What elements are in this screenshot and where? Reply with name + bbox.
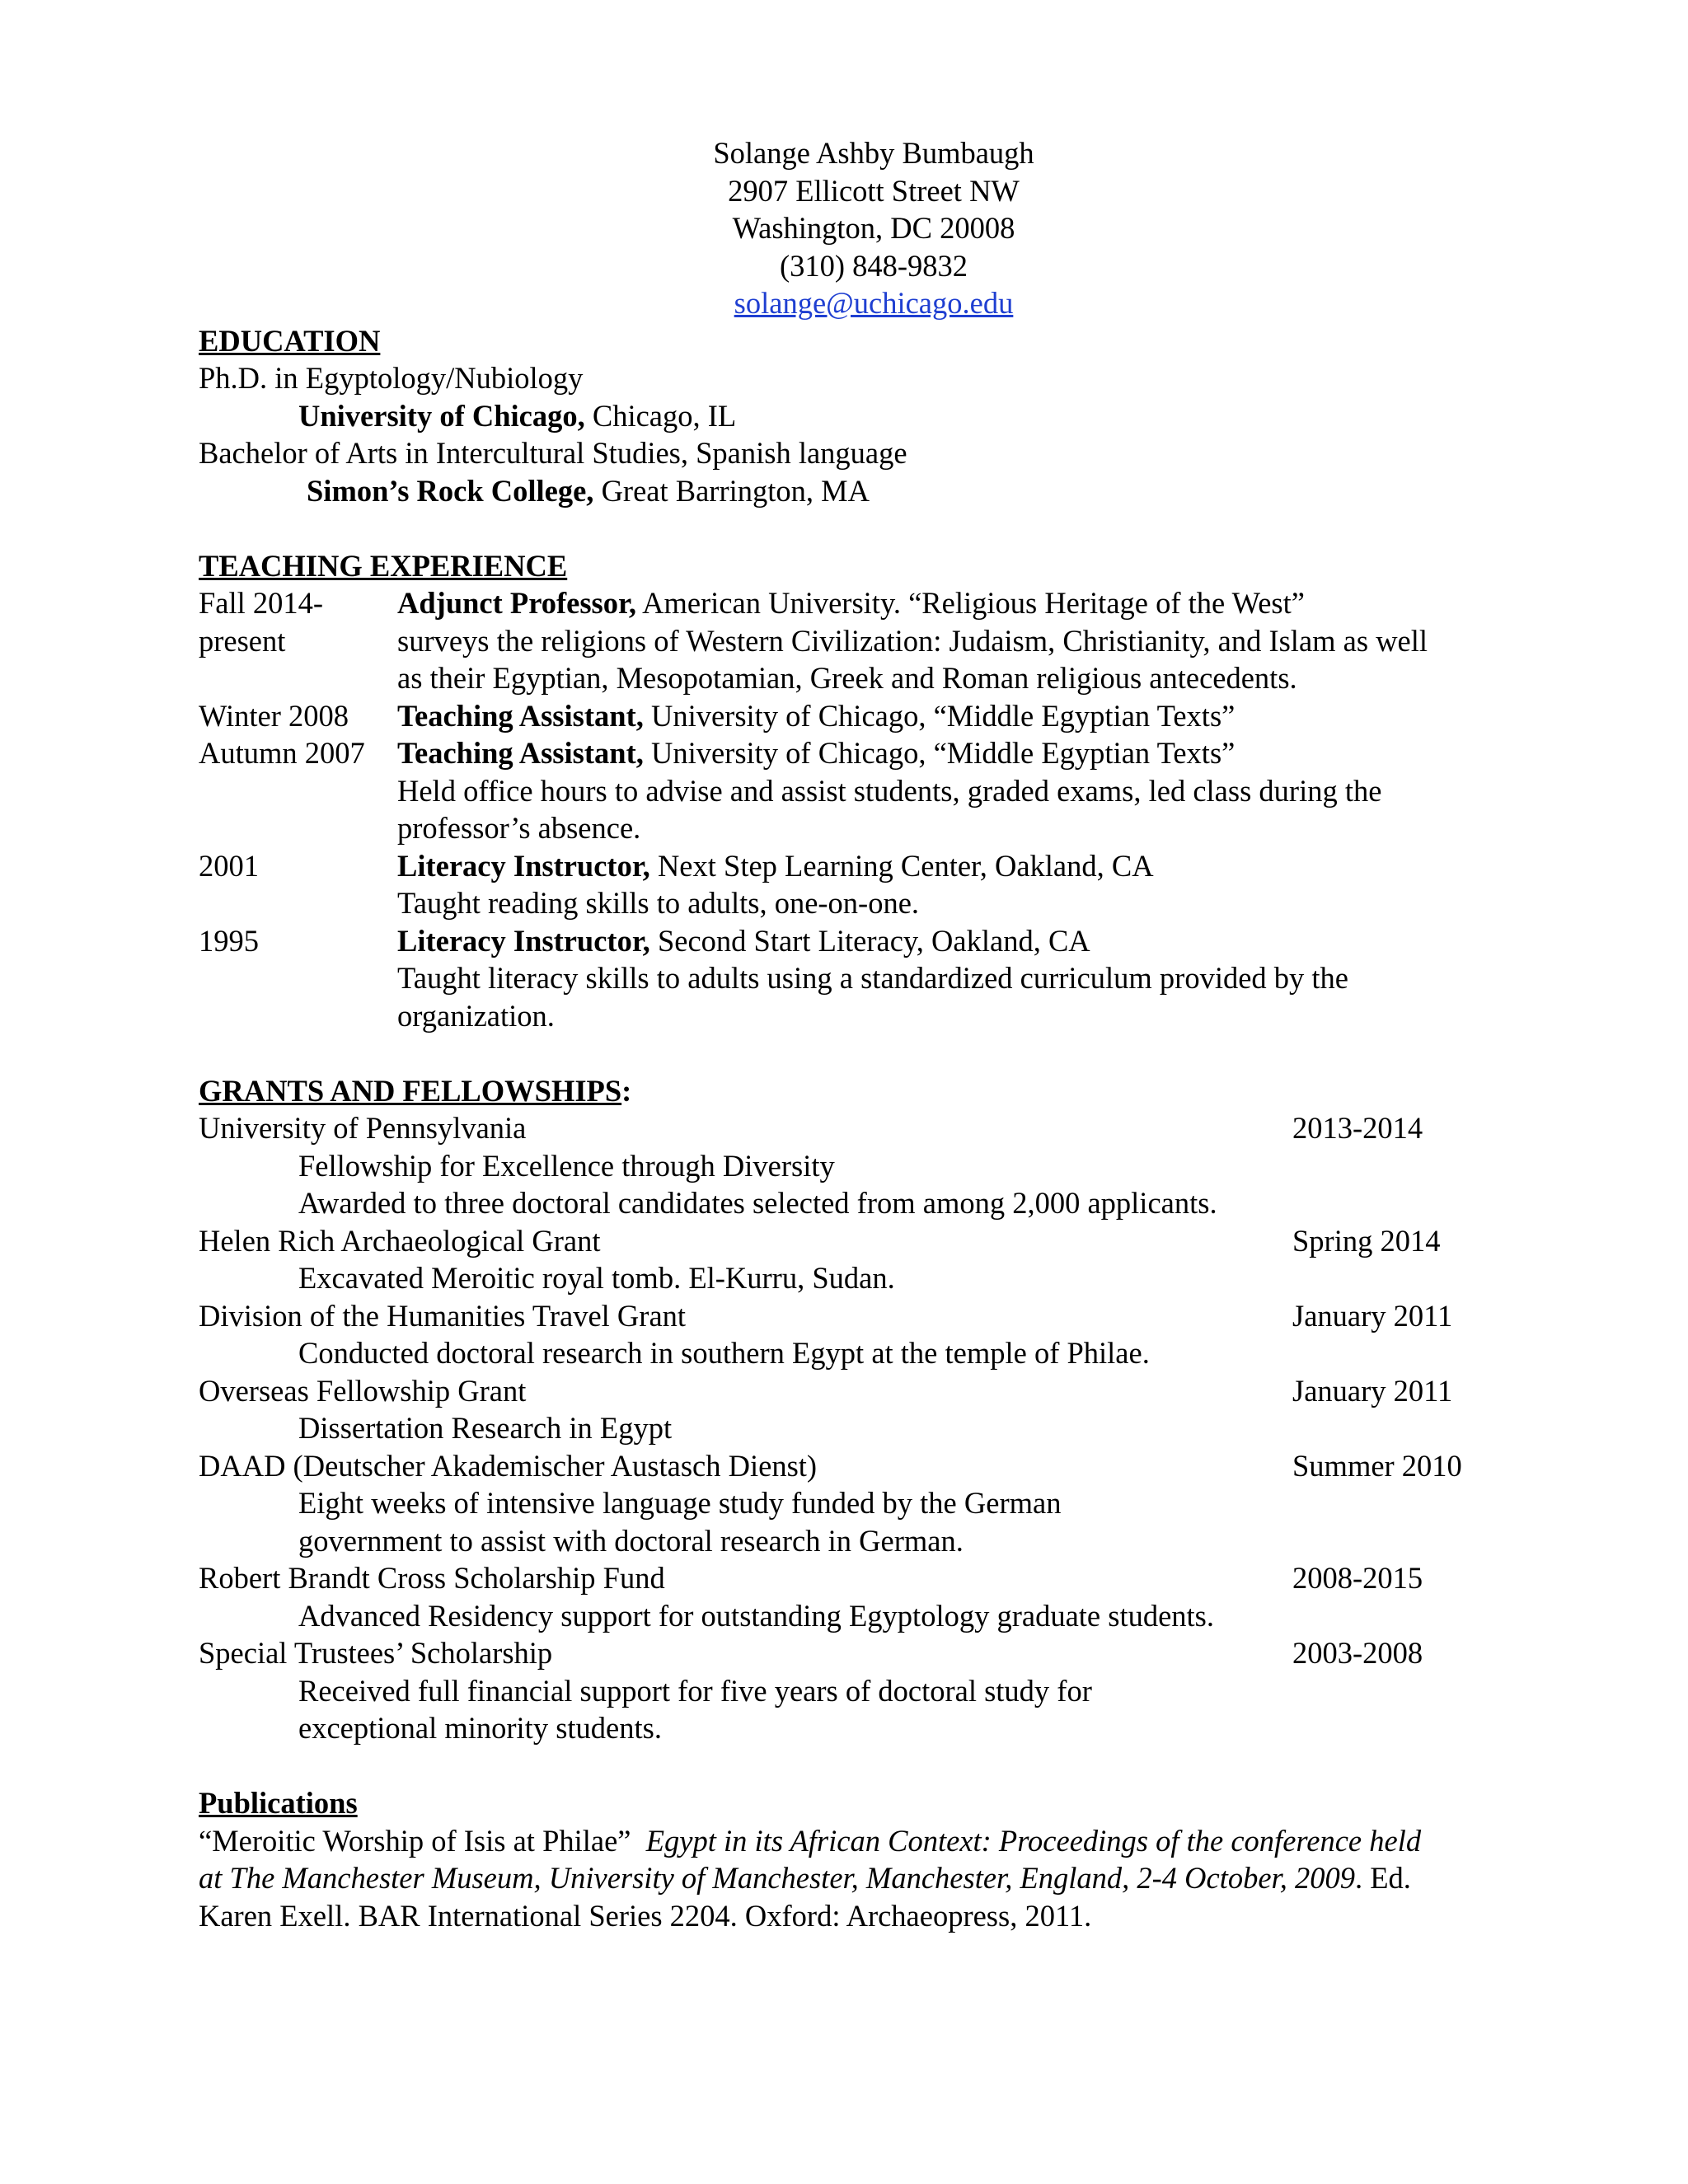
- education-section: [199, 322, 1550, 510]
- teaching-date: 2001: [199, 848, 259, 883]
- grant-desc: Dissertation Research in Egypt: [298, 1411, 673, 1445]
- grant-desc: Conducted doctoral research in southern Egypt at the temple of Philae.: [298, 1336, 1150, 1370]
- grant-name: DAAD (Deutscher Akademischer Austasch Dienst): [199, 1448, 818, 1483]
- teaching-institution: University of Chicago, “Middle Egyptian Texts”: [643, 698, 1236, 733]
- teaching-desc: surveys the religions of Western Civilization: Judaism, Christianity, and Islam as well: [397, 623, 1428, 658]
- grant-name: Overseas Fellowship Grant: [199, 1373, 527, 1408]
- grant-name: Robert Brandt Cross Scholarship Fund: [199, 1561, 665, 1595]
- publication-title: “Meroitic Worship of Isis at Philae”: [199, 1823, 631, 1858]
- teaching-entry: [199, 697, 1550, 735]
- grant-date: 2003-2008: [1292, 1636, 1423, 1670]
- author-name: Solange Ashby Bumbaugh: [713, 136, 1034, 170]
- teaching-institution: American University. “Religious Heritage of the West”: [635, 586, 1305, 620]
- grant-date: 2013-2014: [1292, 1111, 1423, 1145]
- teaching-desc: as their Egyptian, Mesopotamian, Greek and Roman religious antecedents.: [397, 661, 1297, 695]
- publication-line: [199, 1822, 1550, 1860]
- grant-name: University of Pennsylvania: [199, 1111, 527, 1145]
- grant-desc: government to assist with doctoral research in German.: [298, 1523, 964, 1558]
- teaching-date: Autumn 2007: [199, 736, 365, 770]
- teaching-desc: organization.: [397, 998, 555, 1033]
- grants-heading: GRANTS AND FELLOWSHIPS: [199, 1073, 622, 1108]
- teaching-date-line: Fall 2014-: [199, 586, 324, 620]
- ba-degree: Bachelor of Arts in Intercultural Studies, Spanish language: [199, 436, 907, 470]
- teaching-entry: [199, 922, 1550, 1035]
- teaching-institution: Next Step Learning Center, Oakland, CA: [649, 848, 1154, 883]
- teaching-desc: professor’s absence.: [397, 811, 641, 845]
- grant-desc: Received full financial support for five years of doctoral study for: [298, 1673, 1092, 1708]
- grant-desc: Eight weeks of intensive language study funded by the German: [298, 1486, 1062, 1520]
- grant-date: January 2011: [1292, 1373, 1453, 1408]
- phone-number: (310) 848-9832: [779, 248, 968, 283]
- teaching-details: [397, 922, 1550, 1035]
- teaching-details: [397, 584, 1550, 697]
- email-link[interactable]: solange@uchicago.edu: [734, 286, 1014, 320]
- teaching-date: [199, 584, 397, 697]
- grant-desc: Excavated Meroitic royal tomb. El-Kurru, Sudan.: [298, 1261, 895, 1295]
- publication-venue: at The Manchester Museum, University of Manchester, Manchester, England, 2-4 October, 2009: [199, 1861, 1355, 1895]
- grant-item: [199, 1447, 1550, 1560]
- publication-line: [199, 1859, 1550, 1897]
- teaching-entry: [199, 584, 1550, 697]
- ba-place: Great Barrington, MA: [593, 473, 870, 508]
- teaching-desc: Held office hours to advise and assist students, graded exams, led class during the: [397, 773, 1382, 808]
- spacer: [199, 509, 1550, 547]
- phd-place: Chicago, IL: [584, 398, 737, 433]
- teaching-role: Teaching Assistant,: [397, 736, 644, 770]
- teaching-heading: TEACHING EXPERIENCE: [199, 548, 568, 583]
- grant-item: [199, 1297, 1550, 1372]
- teaching-institution: Second Start Literacy, Oakland, CA: [649, 923, 1090, 958]
- grant-item: [199, 1109, 1550, 1222]
- teaching-desc: Taught reading skills to adults, one-on-one.: [397, 886, 920, 920]
- grant-date: Spring 2014: [1292, 1223, 1441, 1258]
- grant-desc: exceptional minority students.: [298, 1711, 662, 1745]
- grant-desc: Fellowship for Excellence through Diversity: [298, 1148, 835, 1183]
- ba-institution: [199, 472, 1550, 510]
- publication-line: Karen Exell. BAR International Series 2204. Oxford: Archaeopress, 2011.: [199, 1898, 1092, 1933]
- grant-name: Division of the Humanities Travel Grant: [199, 1298, 687, 1333]
- cv-page: [199, 134, 1550, 1934]
- teaching-entry: [199, 847, 1550, 922]
- grant-date: January 2011: [1292, 1298, 1453, 1333]
- education-heading: EDUCATION: [199, 323, 381, 358]
- grant-date: Summer 2010: [1292, 1448, 1462, 1483]
- street-address: 2907 Ellicott Street NW: [728, 173, 1020, 208]
- teaching-role: Teaching Assistant,: [397, 698, 644, 733]
- teaching-role: Literacy Instructor,: [397, 848, 650, 883]
- phd-degree: Ph.D. in Egyptology/Nubiology: [199, 361, 584, 395]
- teaching-date: Winter 2008: [199, 698, 349, 733]
- grant-desc: Advanced Residency support for outstanding Egyptology graduate students.: [298, 1598, 1215, 1633]
- teaching-date-line: present: [199, 623, 286, 658]
- grant-desc: Awarded to three doctoral candidates selected from among 2,000 applicants.: [298, 1186, 1217, 1220]
- teaching-role: Adjunct Professor,: [397, 586, 636, 620]
- grant-item: [199, 1372, 1550, 1447]
- teaching-entry: [199, 734, 1550, 847]
- teaching-details: [397, 847, 1550, 922]
- teaching-details: [397, 697, 1550, 735]
- spacer: [199, 1747, 1550, 1785]
- city-state-zip: Washington, DC 20008: [732, 211, 1015, 245]
- grant-name: Helen Rich Archaeological Grant: [199, 1223, 601, 1258]
- grant-item: [199, 1222, 1550, 1297]
- publications-heading: Publications: [199, 1786, 358, 1820]
- grant-name: Special Trustees’ Scholarship: [199, 1636, 553, 1670]
- teaching-details: [397, 734, 1550, 847]
- grant-item: [199, 1634, 1550, 1747]
- teaching-section: [199, 547, 1550, 1035]
- grant-item: [199, 1559, 1550, 1634]
- grants-heading-line: [199, 1072, 1550, 1110]
- phd-school: University of Chicago,: [298, 398, 585, 433]
- grants-section: [199, 1072, 1550, 1747]
- publication-venue: Egypt in its African Context: Proceedings of the conference held: [645, 1823, 1422, 1858]
- teaching-role: Literacy Instructor,: [397, 923, 650, 958]
- teaching-desc: Taught literacy skills to adults using a standardized curriculum provided by the: [397, 961, 1349, 995]
- grants-heading-colon: :: [621, 1073, 632, 1108]
- grant-date: 2008-2015: [1292, 1561, 1423, 1595]
- spacer: [199, 1034, 1550, 1072]
- phd-institution: [199, 397, 1550, 435]
- teaching-institution: University of Chicago, “Middle Egyptian Texts”: [643, 736, 1236, 770]
- contact-header: [198, 134, 1550, 322]
- teaching-date: 1995: [199, 923, 259, 958]
- publication-editor-prefix: . Ed.: [1354, 1861, 1411, 1895]
- publications-section: [199, 1784, 1550, 1934]
- ba-school: Simon’s Rock College,: [307, 473, 594, 508]
